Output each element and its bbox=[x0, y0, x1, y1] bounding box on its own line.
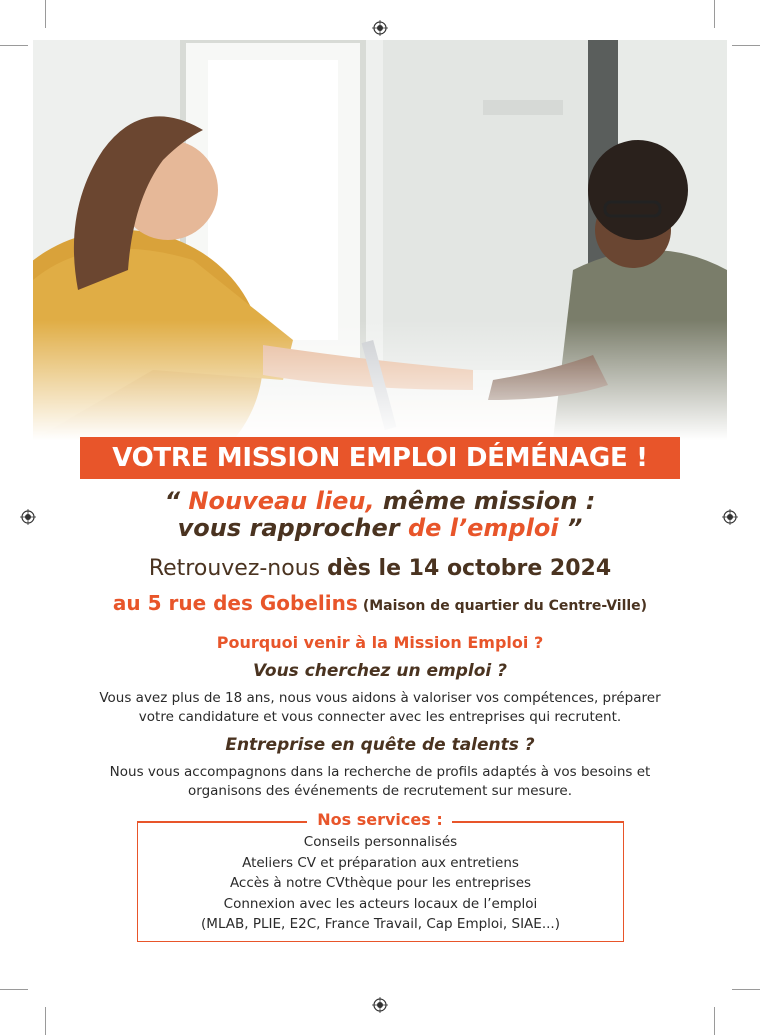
crop-mark bbox=[732, 45, 760, 46]
slogan-line-2 bbox=[0, 514, 760, 542]
quote-open: “ bbox=[164, 487, 181, 515]
services-item: Connexion avec les acteurs locaux de l’emploi bbox=[223, 895, 538, 912]
headline-banner: VOTRE MISSION EMPLOI DÉMÉNAGE ! bbox=[80, 437, 680, 479]
job-seekers-text-line: votre candidature et vous connecter avec les entreprises qui recrutent. bbox=[138, 709, 622, 725]
why-title: Pourquoi venir à la Mission Emploi ? bbox=[216, 633, 544, 652]
registration-mark-icon bbox=[372, 20, 388, 36]
job-seekers-text bbox=[60, 689, 700, 727]
crop-mark bbox=[45, 1007, 46, 1035]
crop-mark bbox=[0, 45, 28, 46]
slogan-highlight-2: de l’emploi bbox=[399, 514, 559, 542]
slogan-text-1: même mission : bbox=[374, 487, 596, 515]
date-lead: Retrouvez-nous bbox=[148, 556, 328, 581]
services-item: (MLAB, PLIE, E2C, France Travail, Cap Emploi, SIAE...) bbox=[201, 916, 560, 932]
handshake-photo bbox=[33, 40, 727, 440]
companies-title: Entreprise en quête de talents ? bbox=[225, 735, 535, 755]
services-item: Conseils personnalisés bbox=[303, 834, 458, 850]
address-place: (Maison de quartier du Centre-Ville) bbox=[362, 598, 648, 614]
companies-text bbox=[60, 763, 700, 801]
job-seekers-title: Vous cherchez un emploi ? bbox=[252, 661, 507, 681]
crop-mark bbox=[732, 989, 760, 990]
registration-mark-icon bbox=[372, 997, 388, 1013]
crop-mark bbox=[0, 989, 28, 990]
services-item: Ateliers CV et préparation aux entretiens bbox=[242, 854, 519, 871]
companies-text-line: Nous vous accompagnons dans la recherche de profils adaptés à vos besoins et bbox=[109, 764, 651, 780]
crop-mark bbox=[45, 0, 46, 28]
job-seekers-text-line: Vous avez plus de 18 ans, nous vous aidons à valoriser vos compétences, préparer bbox=[99, 690, 661, 706]
services-item: Accès à notre CVthèque pour les entreprises bbox=[229, 875, 532, 891]
companies-text-line: organisons des événements de recrutement sur mesure. bbox=[188, 783, 572, 799]
slogan-highlight-1: Nouveau lieu, bbox=[188, 487, 375, 515]
crop-mark bbox=[714, 0, 715, 28]
services-list bbox=[137, 832, 624, 935]
address-line bbox=[0, 591, 760, 615]
slogan-text-2: vous rapprocher bbox=[177, 514, 400, 542]
services-title: Nos services : bbox=[317, 810, 443, 829]
crop-mark bbox=[714, 1007, 715, 1035]
date-line bbox=[0, 556, 760, 581]
date-bold: dès le 14 octobre 2024 bbox=[327, 556, 612, 581]
slogan-line-1 bbox=[0, 487, 760, 515]
quote-close: ” bbox=[558, 514, 583, 542]
address: au 5 rue des Gobelins bbox=[112, 591, 358, 615]
